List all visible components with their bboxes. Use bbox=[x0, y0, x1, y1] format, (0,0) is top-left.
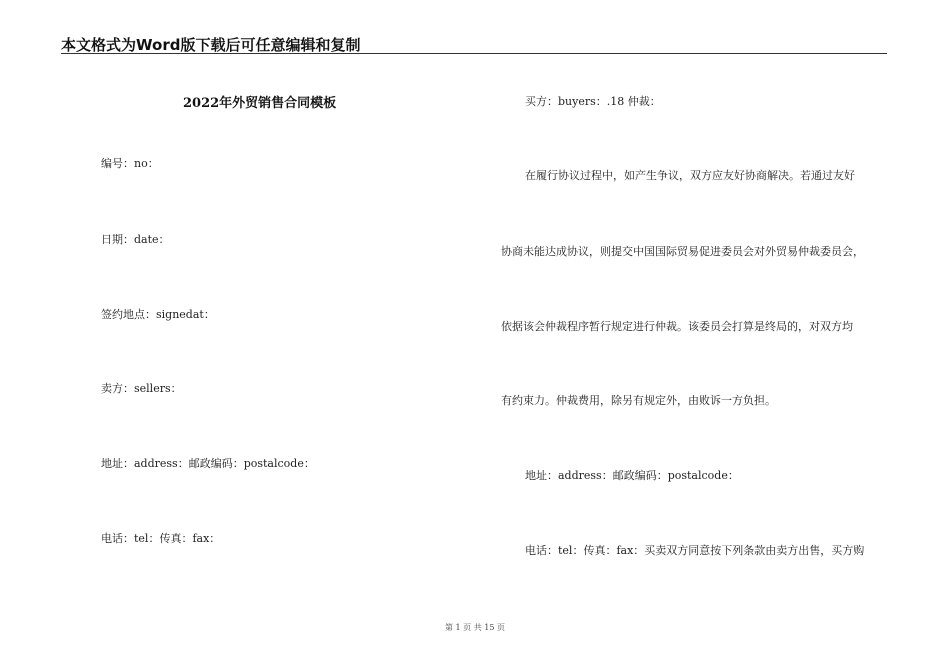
contract-number-line: 编号：no： bbox=[101, 157, 159, 170]
page-number: 第 1 页 共 15 页 bbox=[445, 623, 505, 632]
arbitration-paragraph-line-3: 依据该会仲裁程序暂行规定进行仲裁。该委员会打算是终局的，对双方均 bbox=[501, 320, 853, 333]
arbitration-paragraph-line-4: 有约束力。仲裁费用，除另有规定外，由败诉一方负担。 bbox=[501, 394, 776, 407]
arbitration-paragraph-line-2: 协商未能达成协议，则提交中国国际贸易促进委员会对外贸易仲裁委员会， bbox=[501, 245, 864, 258]
header-divider bbox=[61, 53, 887, 54]
buyer-line: 买方：buyers：.18 仲裁： bbox=[525, 95, 661, 108]
document-title: 2022年外贸销售合同模板 bbox=[183, 96, 337, 111]
signing-place-line: 签约地点：signedat： bbox=[101, 308, 215, 321]
buyer-phone-line: 电话：tel：传真：fax：买卖双方同意按下列条款由卖方出售，买方购 bbox=[525, 544, 865, 557]
date-line: 日期：date： bbox=[101, 233, 170, 246]
arbitration-paragraph-line-1: 在履行协议过程中，如产生争议，双方应友好协商解决。若通过友好 bbox=[525, 169, 855, 182]
page-header-title: 本文格式为Word版下载后可任意编辑和复制 bbox=[61, 36, 361, 54]
buyer-address-line: 地址：address：邮政编码：postalcode： bbox=[525, 469, 739, 482]
seller-address-line: 地址：address：邮政编码：postalcode： bbox=[101, 457, 315, 470]
seller-line: 卖方：sellers： bbox=[101, 382, 182, 395]
seller-phone-line: 电话：tel：传真：fax： bbox=[101, 532, 221, 545]
